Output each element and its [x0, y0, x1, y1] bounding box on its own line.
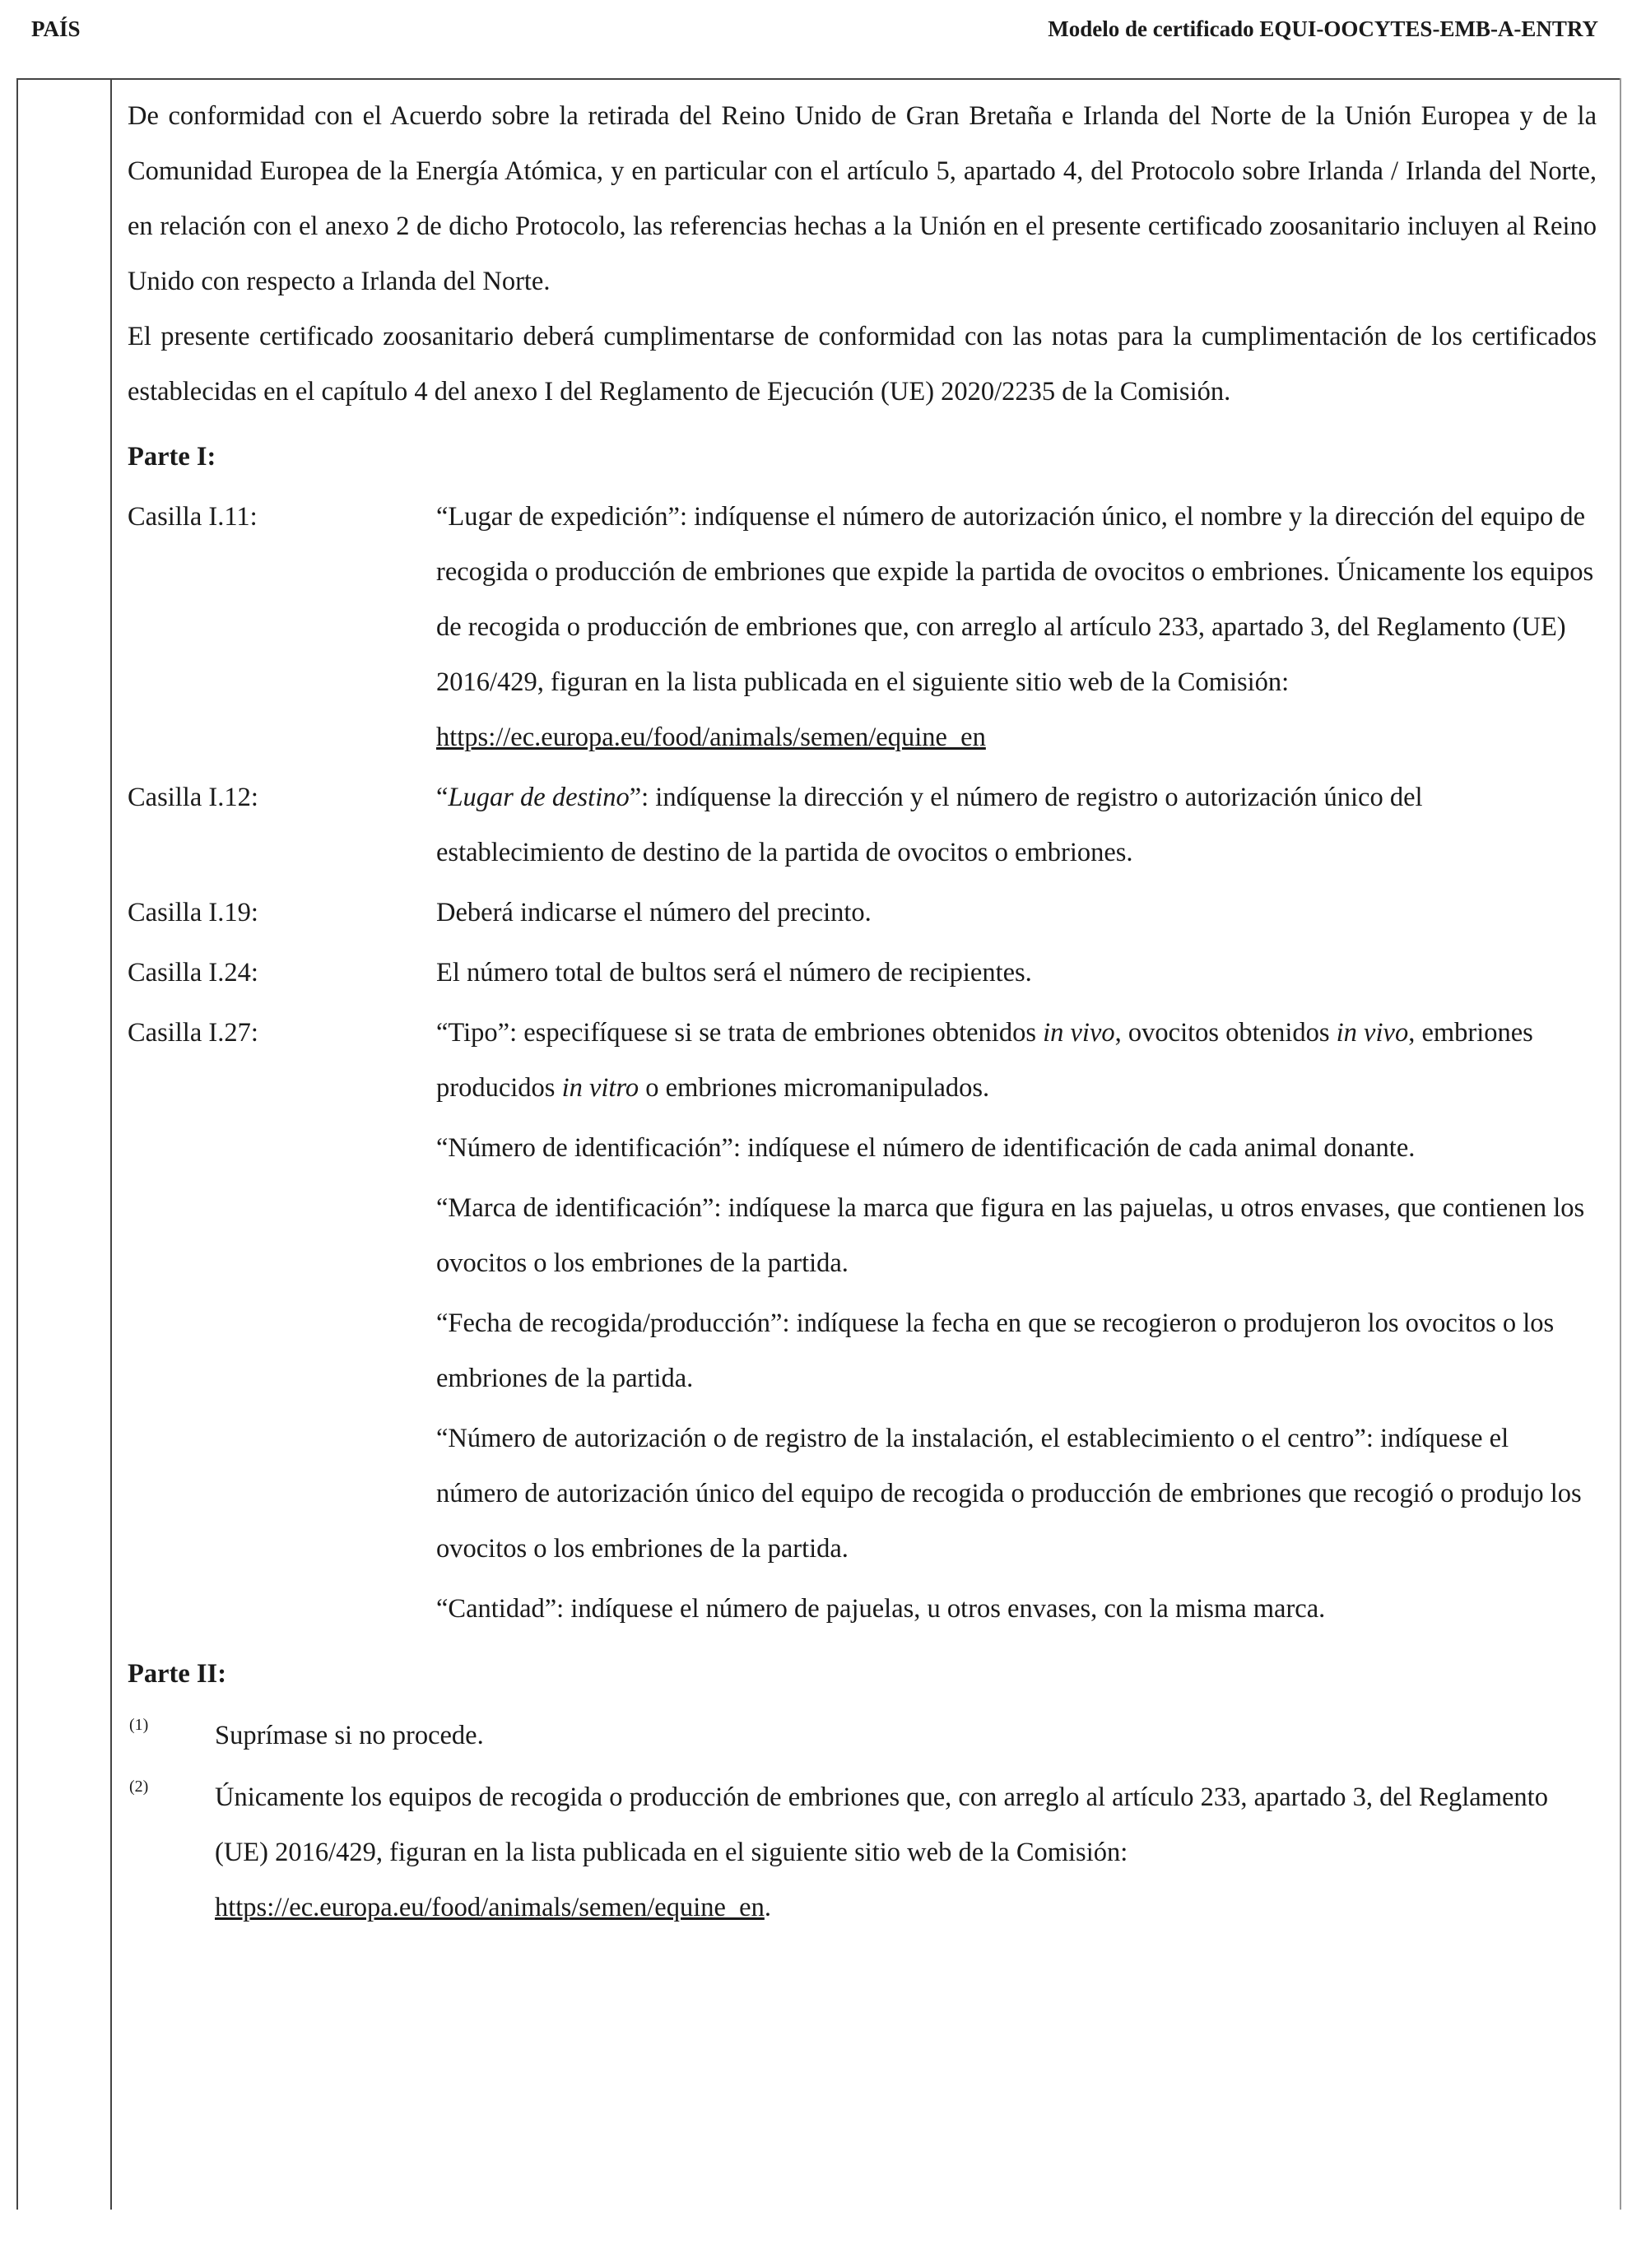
box-i24-text: El número total de bultos será el número de recipientes. — [436, 958, 1032, 988]
footnote-1-text: Suprímase si no procede. — [215, 1721, 484, 1750]
box-i11-row — [128, 490, 1597, 765]
certificate-model-title: Modelo de certificado EQUI-OOCYTES-EMB-A-ENTRY — [1048, 16, 1598, 41]
frame-inner-border — [110, 78, 112, 2210]
box-i12-quote-open: “ — [436, 783, 449, 812]
box-i27-tipo-c: , embriones producidos — [436, 1018, 1533, 1103]
box-i27-row — [128, 1006, 1597, 1637]
box-i27-label: Casilla I.27: — [128, 1018, 258, 1048]
footnote-1-number: (1) — [129, 1716, 149, 1734]
footnote-2-number: (2) — [129, 1778, 149, 1796]
box-i27-tipo-italic-3: in vitro — [561, 1073, 639, 1103]
part-2-heading: Parte II: — [128, 1659, 227, 1689]
box-i11-link[interactable]: https://ec.europa.eu/food/animals/semen/equine_en — [436, 723, 986, 752]
box-i19-text: Deberá indicarse el número del precinto. — [436, 898, 872, 927]
box-i11-label: Casilla I.11: — [128, 502, 258, 532]
frame-top-border — [16, 78, 1621, 80]
footnote-2-link[interactable]: https://ec.europa.eu/food/animals/semen/equine_en — [215, 1893, 765, 1922]
box-i27-numero: “Número de identificación”: indíquese el número de identificación de cada animal donante. — [436, 1133, 1416, 1163]
footnote-1 — [128, 1708, 1597, 1764]
frame-left-border — [16, 78, 18, 2210]
document-body — [128, 89, 1597, 1936]
box-i27-fecha: “Fecha de recogida/producción”: indíquese la fecha en que se recogieron o produjeron los ovocitos o los embriones de la partida. — [436, 1308, 1555, 1393]
box-i27-tipo-italic-2: in vivo — [1336, 1018, 1409, 1048]
page-header — [31, 16, 1598, 49]
footnote-2-description: Únicamente los equipos de recogida o producción de embriones que, con arreglo al artículo 233, apartado 3, del Reglamento (UE) 2016/429, figuran en la lista publicada en el siguiente sitio web de la Comisión: — [215, 1782, 1548, 1867]
footnote-2-tail: . — [764, 1893, 771, 1922]
box-i12-italic-term: Lugar de destino — [448, 783, 630, 812]
box-i27-autorizacion: “Número de autorización o de registro de la instalación, el establecimiento o el centro”: indíquese el número de autorización único del equipo de recogida o producción de embriones que recogió o produjo los ovocitos o los embriones de la partida. — [436, 1424, 1582, 1564]
footnote-2 — [128, 1770, 1597, 1936]
intro-paragraph-agreement: De conformidad con el Acuerdo sobre la retirada del Reino Unido de Gran Bretaña e Irlanda del Norte de la Unión Europea y de la Comunidad Europea de la Energía Atómica, y en particular con el artículo 5, apartado 4, del Protocolo sobre Irlanda / Irlanda del Norte, en relación con el anexo 2 de dicho Protocolo, las referencias hechas a la Unión en el presente certificado zoosanitario incluyen al Reino Unido con respecto a Irlanda del Norte. — [128, 101, 1597, 296]
box-i12-rest: ”: indíquense la dirección y el número de registro o autorización único del establecimiento de destino de la partida de ovocitos o embriones. — [436, 783, 1423, 867]
box-i19-label: Casilla I.19: — [128, 898, 258, 927]
box-i19-row — [128, 885, 1597, 941]
intro-paragraph-notes: El presente certificado zoosanitario deberá cumplimentarse de conformidad con las notas para la cumplimentación de los certificados establecidas en el capítulo 4 del anexo I del Reglamento de Ejecución (UE) 2020/2235 de la Comisión. — [128, 322, 1597, 407]
box-i12-text — [436, 770, 1597, 881]
box-i12-label: Casilla I.12: — [128, 783, 258, 812]
box-i27-marca: “Marca de identificación”: indíquese la marca que figura en las pajuelas, u otros envases, que contienen los ovocitos o los embriones de la partida. — [436, 1193, 1585, 1278]
box-i27-tipo-d: o embriones micromanipulados. — [639, 1073, 990, 1103]
frame-right-border — [1620, 78, 1621, 2210]
box-i27-tipo-italic-1: in vivo — [1043, 1018, 1115, 1048]
box-i24-row — [128, 946, 1597, 1001]
box-i11-description: “Lugar de expedición”: indíquense el número de autorización único, el nombre y la dirección del equipo de recogida o producción de embriones que expide la partida de ovocitos o embriones. Únicamente los equipos de recogida o producción de embriones que, con arreglo al artículo 233, apartado 3, del Reglamento (UE) 2016/429, figuran en la lista publicada en el siguiente sitio web de la Comisión: — [436, 502, 1594, 697]
box-i27-tipo-a: “Tipo”: especifíquese si se trata de embriones obtenidos — [436, 1018, 1044, 1048]
box-i24-label: Casilla I.24: — [128, 958, 258, 988]
box-i27-cantidad: “Cantidad”: indíquese el número de pajuelas, u otros envases, con la misma marca. — [436, 1594, 1326, 1624]
box-i12-row — [128, 770, 1597, 881]
footnote-2-text — [215, 1770, 1597, 1936]
country-label: PAÍS — [31, 16, 81, 41]
box-i27-text — [436, 1006, 1597, 1637]
box-i27-tipo — [436, 1006, 1597, 1116]
box-i11-text — [436, 490, 1597, 765]
part-1-heading: Parte I: — [128, 442, 216, 472]
box-i27-tipo-b: , ovocitos obtenidos — [1114, 1018, 1337, 1048]
